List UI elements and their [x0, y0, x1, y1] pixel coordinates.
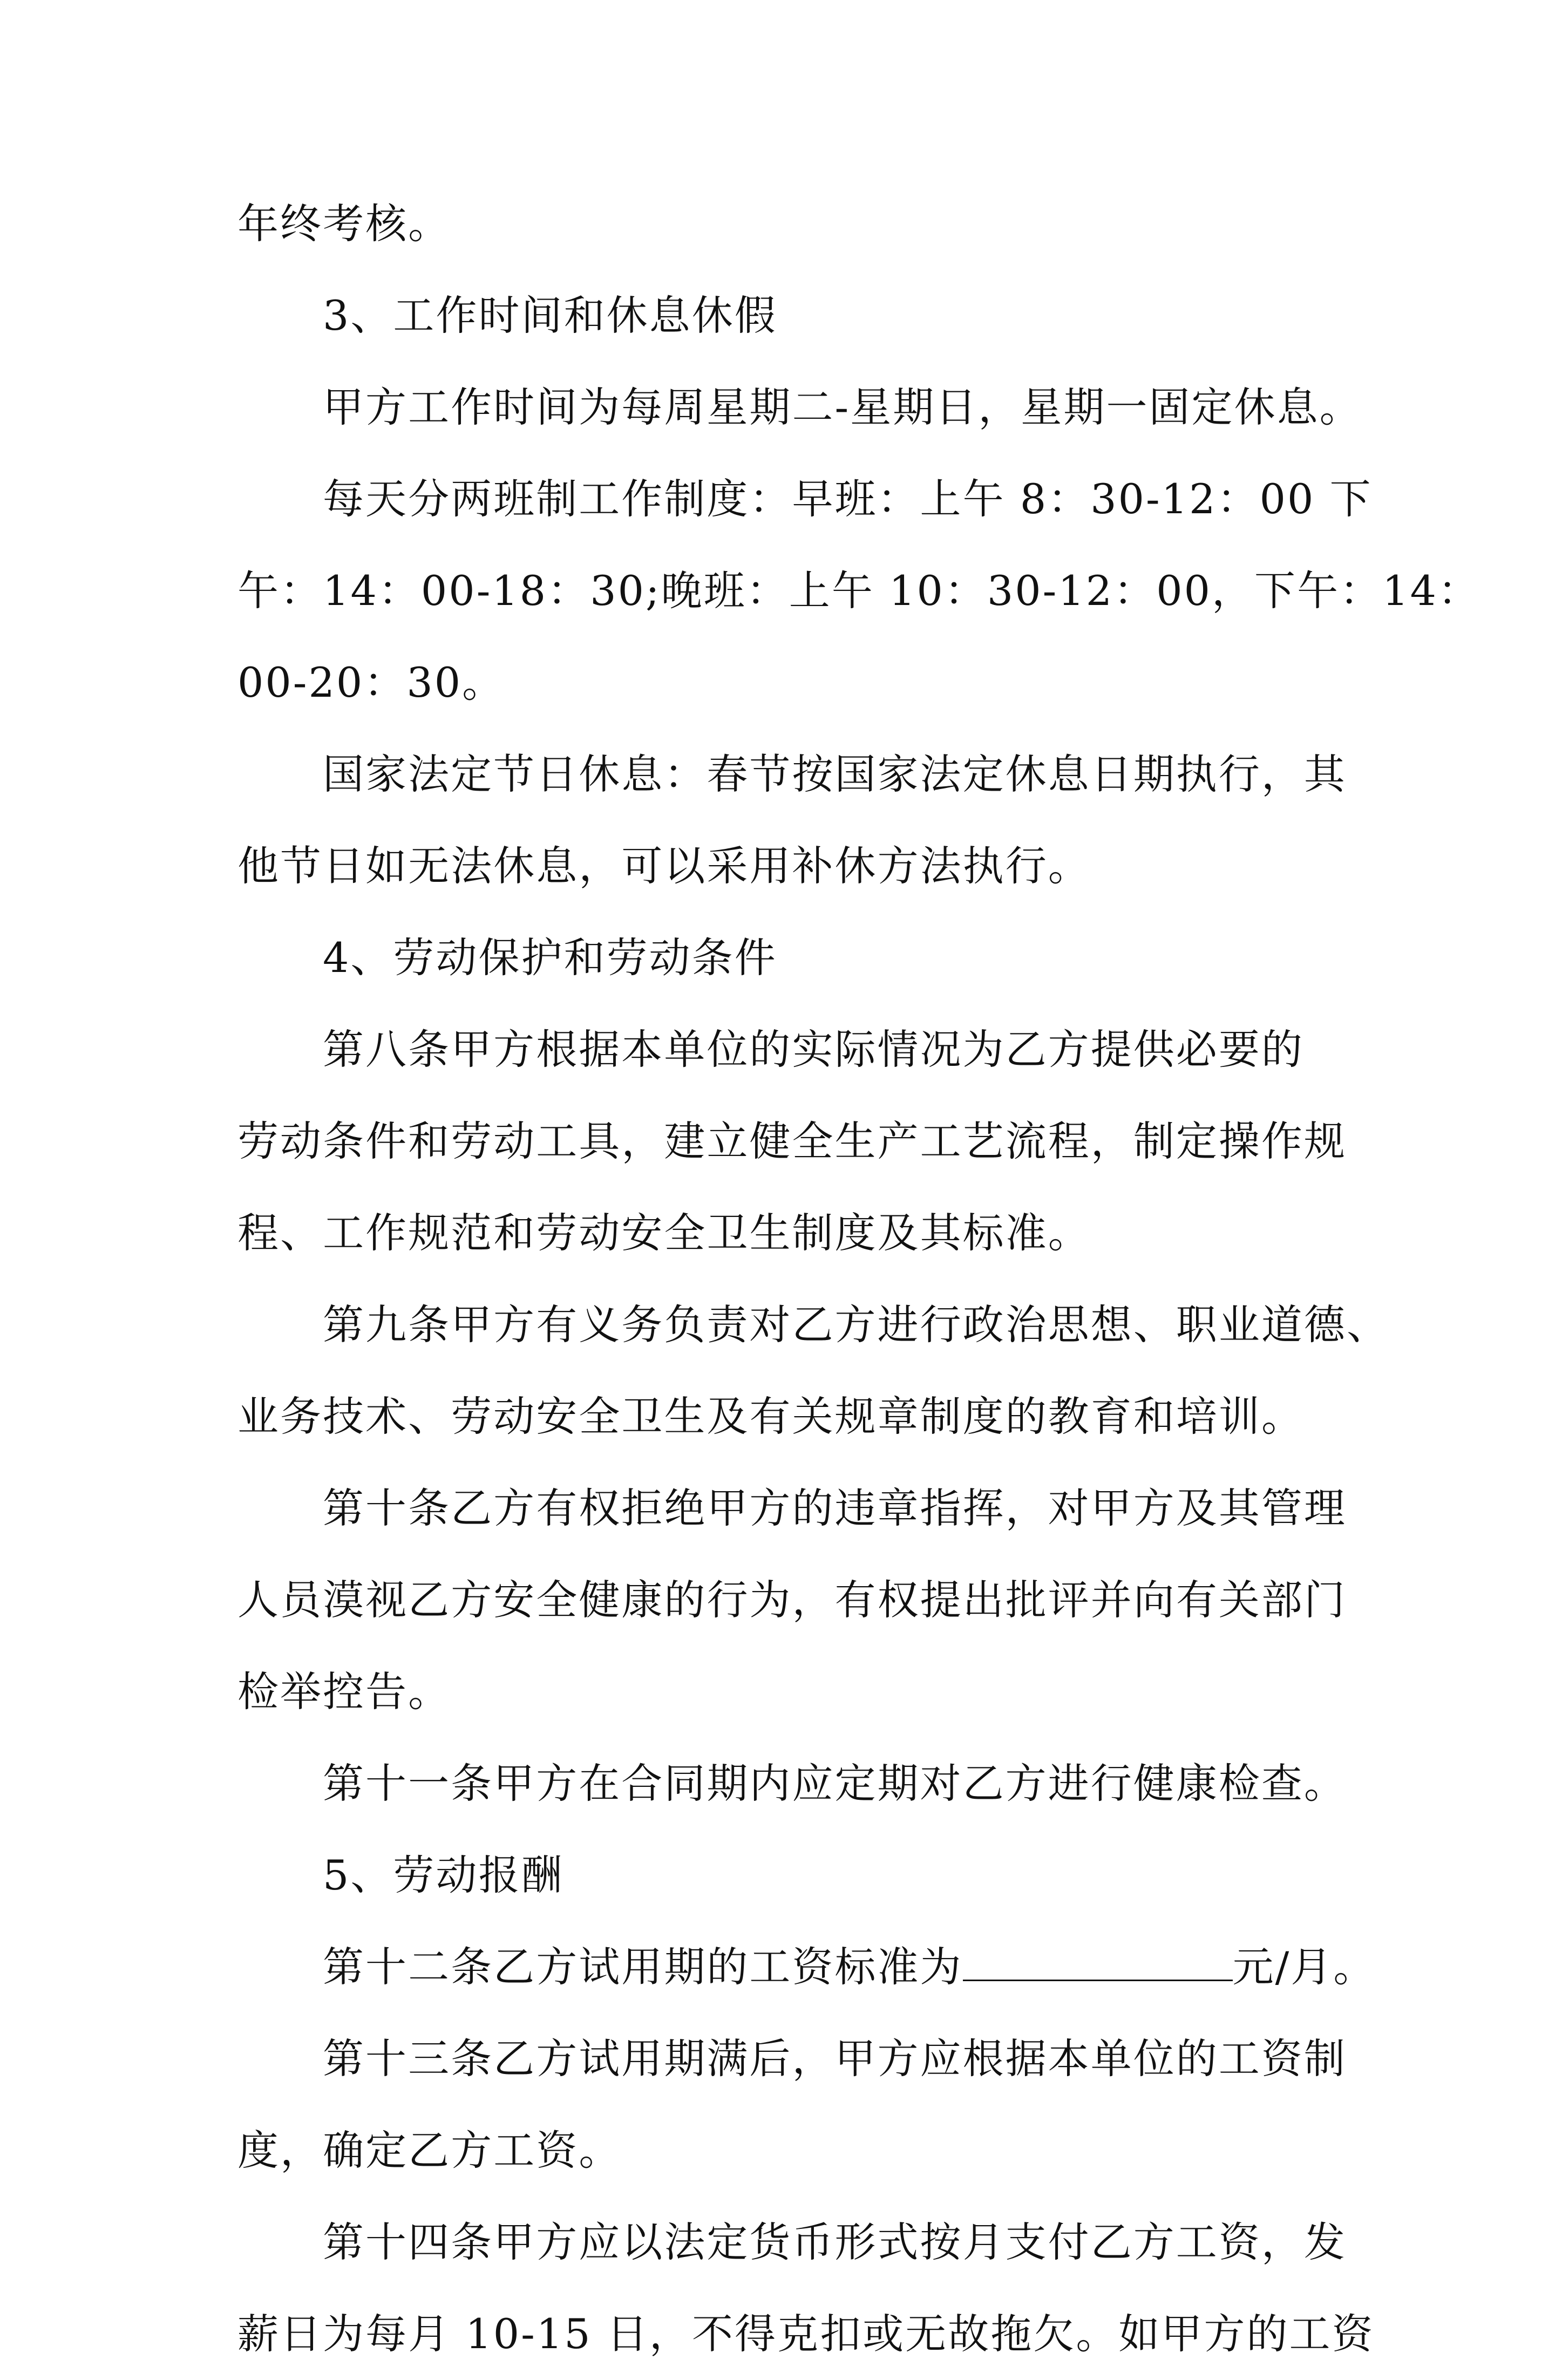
document-body [237, 178, 1481, 2380]
paragraph-line: 第八条甲方根据本单位的实际情况为乙方提供必要的 [323, 1025, 1304, 1073]
paragraph-line: 第十一条甲方在合同期内应定期对乙方进行健康检查。 [323, 1759, 1347, 1807]
paragraph-line: 他节日如无法休息，可以采用补休方法执行。 [237, 842, 1091, 890]
paragraph-line: 薪日为每月 10-15 日，不得克扣或无故拖欠。如甲方的工资 [237, 2310, 1375, 2358]
wage-standard-line [237, 1921, 1376, 2013]
paragraph-line: 甲方工作时间为每周星期二-星期日，星期一固定休息。 [323, 383, 1362, 431]
wage-line-suffix: 元/月。 [1232, 1943, 1376, 1991]
paragraph-line: 度，确定乙方工资。 [237, 2126, 622, 2174]
paragraph-line: 业务技术、劳动安全卫生及有关规章制度的教育和培训。 [237, 1392, 1304, 1440]
section-heading: 4、劳动保护和劳动条件 [323, 934, 777, 982]
paragraph-line: 劳动条件和劳动工具，建立健全生产工艺流程，制定操作规 [237, 1117, 1347, 1165]
paragraph-line: 午：14：00-18：30;晚班：上午 10：30-12：00，下午：14： [237, 567, 1481, 615]
section-heading: 5、劳动报酬 [323, 1851, 564, 1899]
section-heading: 3、工作时间和休息休假 [323, 291, 777, 339]
paragraph-line: 第十四条甲方应以法定货币形式按月支付乙方工资，发 [323, 2218, 1347, 2266]
paragraph-line: 每天分两班制工作制度：早班：上午 8：30-12：00 下 [323, 475, 1373, 523]
paragraph-line: 程、工作规范和劳动安全卫生制度及其标准。 [237, 1209, 1091, 1257]
paragraph-line: 00-20：30。 [237, 658, 505, 706]
wage-blank-field[interactable] [963, 1948, 1233, 1981]
wage-line-prefix: 第十二条乙方试用期的工资标准为 [323, 1943, 963, 1991]
paragraph-line: 检举控告。 [237, 1668, 451, 1716]
paragraph-line: 人员漠视乙方安全健康的行为，有权提出批评并向有关部门 [237, 1576, 1347, 1624]
paragraph-line: 第九条甲方有义务负责对乙方进行政治思想、职业道德、 [323, 1301, 1389, 1349]
paragraph-line: 第十三条乙方试用期满后，甲方应根据本单位的工资制 [323, 2035, 1347, 2083]
paragraph-line: 第十条乙方有权拒绝甲方的违章指挥，对甲方及其管理 [323, 1484, 1347, 1532]
paragraph-line: 年终考核。 [237, 200, 451, 248]
paragraph-line: 国家法定节日休息：春节按国家法定休息日期执行，其 [323, 750, 1347, 798]
